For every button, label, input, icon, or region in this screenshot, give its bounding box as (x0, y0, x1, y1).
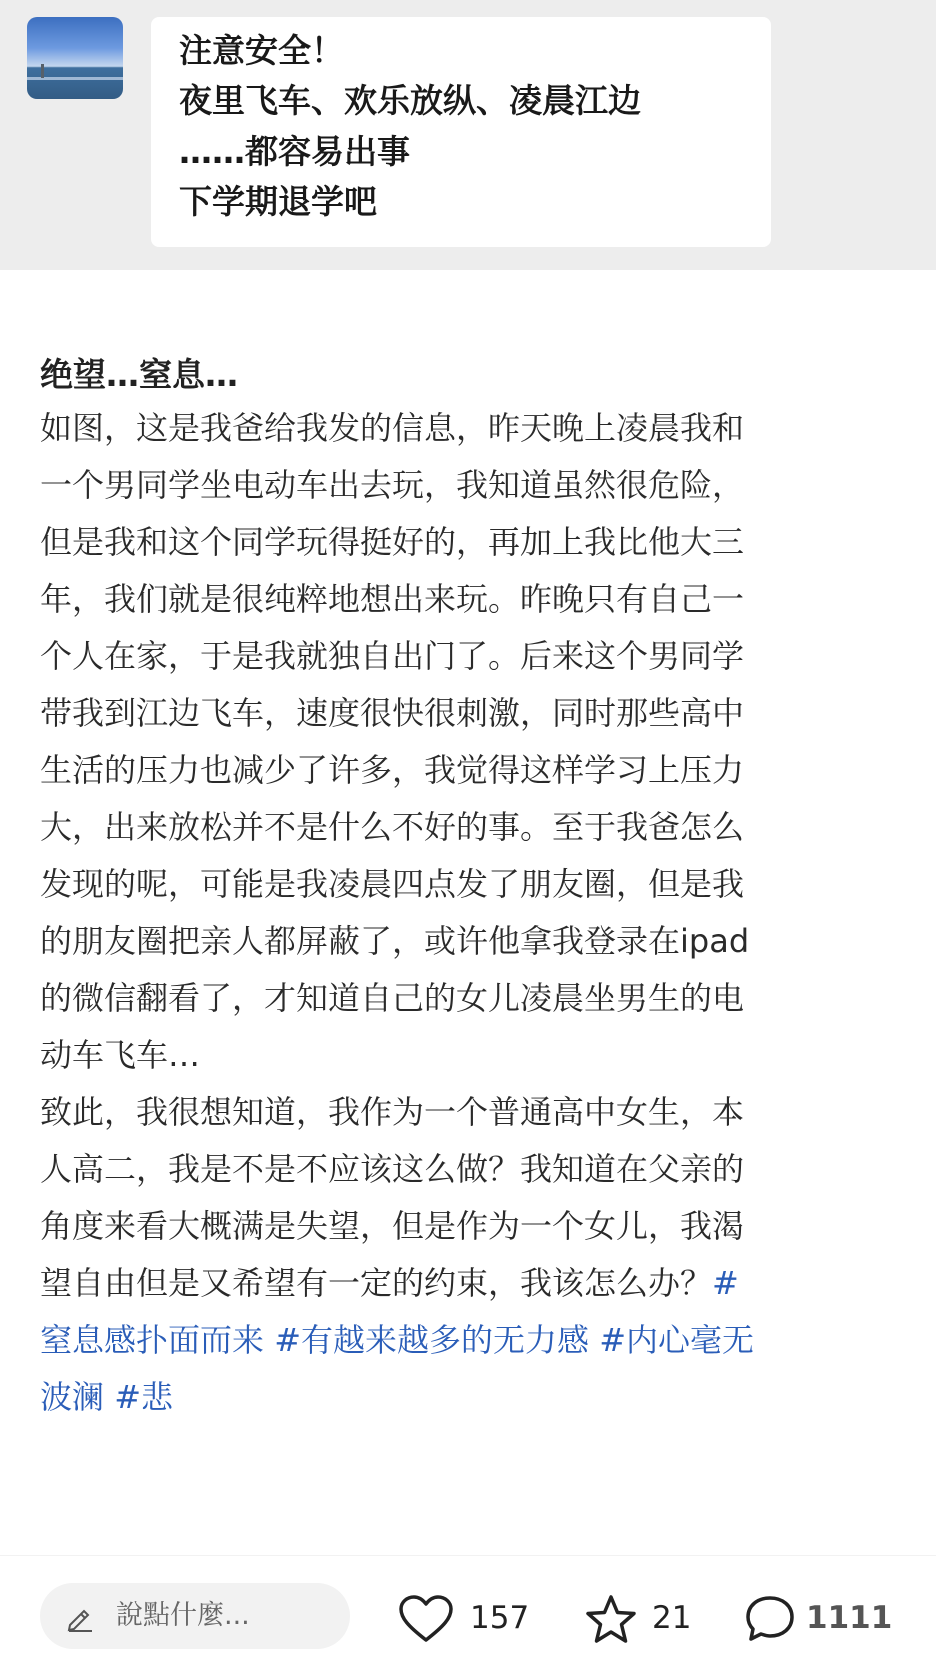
body-line: 发现的呢，可能是我凌晨四点发了朋友圈，但是我 (40, 865, 745, 903)
message-line: 注意安全！ (179, 31, 344, 70)
favorite-button[interactable] (584, 1588, 694, 1648)
body-text: 望自由但是又希望有一定的约束，我该怎么办？ (40, 1264, 713, 1302)
hashtag-link[interactable]: 波澜 (40, 1378, 105, 1416)
comment-icon (744, 1594, 796, 1644)
body-line: 一个男同学坐电动车出去玩，我知道虽然很危险， (40, 466, 745, 504)
body-line: 的朋友圈把亲人都屏蔽了，或许他拿我登录在ipad (40, 922, 750, 960)
message-line: ……都容易出事 (179, 132, 410, 171)
body-line: 大，出来放松并不是什么不好的事。至于我爸怎么 (40, 808, 745, 846)
avatar-lighthouse (41, 64, 44, 78)
like-count: 157 (470, 1600, 530, 1636)
body-line: 生活的压力也减少了许多，我觉得这样学习上压力 (40, 751, 745, 789)
message-line: 夜里飞车、欢乐放纵、凌晨江边 (179, 81, 641, 120)
body-line: 但是我和这个同学玩得挺好的，再加上我比他大三 (40, 523, 745, 561)
sender-avatar[interactable] (27, 17, 123, 99)
body-line: 带我到江边飞车，速度很快很刺激，同时那些高中 (40, 694, 745, 732)
hashtag-link[interactable]: #内心毫无 (599, 1321, 755, 1359)
star-icon (584, 1594, 638, 1646)
hashtag-line (40, 1320, 900, 1360)
body-line: 动车飞车… (40, 1036, 201, 1074)
body-line: 年，我们就是很纯粹地想出来玩。昨晚只有自己一 (40, 580, 745, 618)
message-bubble (151, 17, 771, 247)
message-line: 下学期退学吧 (179, 182, 377, 221)
bottom-divider (0, 1555, 936, 1556)
comment-count: 1111 (806, 1600, 893, 1636)
body-line: 如图，这是我爸给我发的信息，昨天晚上凌晨我和 (40, 409, 745, 447)
body-line: 角度来看大概满是失望，但是作为一个女儿，我渴 (40, 1207, 745, 1245)
body-line: 个人在家，于是我就独自出门了。后来这个男同学 (40, 637, 745, 675)
heart-icon (398, 1594, 454, 1644)
body-line: 致此，我很想知道，我作为一个普通高中女生，本 (40, 1093, 745, 1131)
hashtag-link[interactable]: 窒息感扑面而来 (40, 1321, 265, 1359)
chat-screenshot (0, 0, 936, 270)
comment-placeholder: 說點什麼... (116, 1600, 250, 1631)
post-title: 绝望…窒息… (40, 355, 238, 394)
body-line: 人高二，我是不是不应该这么做？我知道在父亲的 (40, 1150, 745, 1188)
like-button[interactable] (398, 1588, 528, 1648)
body-line: 的微信翻看了，才知道自己的女儿凌晨坐男生的电 (40, 979, 745, 1017)
hashtag-link[interactable]: # (712, 1264, 739, 1302)
comment-input[interactable] (40, 1583, 350, 1649)
hashtag-link[interactable]: #悲 (114, 1378, 174, 1416)
hashtag-link[interactable]: #有越来越多的无力感 (274, 1321, 590, 1359)
pencil-icon (64, 1601, 96, 1633)
hashtag-line (40, 1377, 900, 1417)
comment-count-button[interactable] (744, 1588, 936, 1648)
body-line-with-tag (40, 1263, 900, 1303)
favorite-count: 21 (652, 1600, 692, 1636)
